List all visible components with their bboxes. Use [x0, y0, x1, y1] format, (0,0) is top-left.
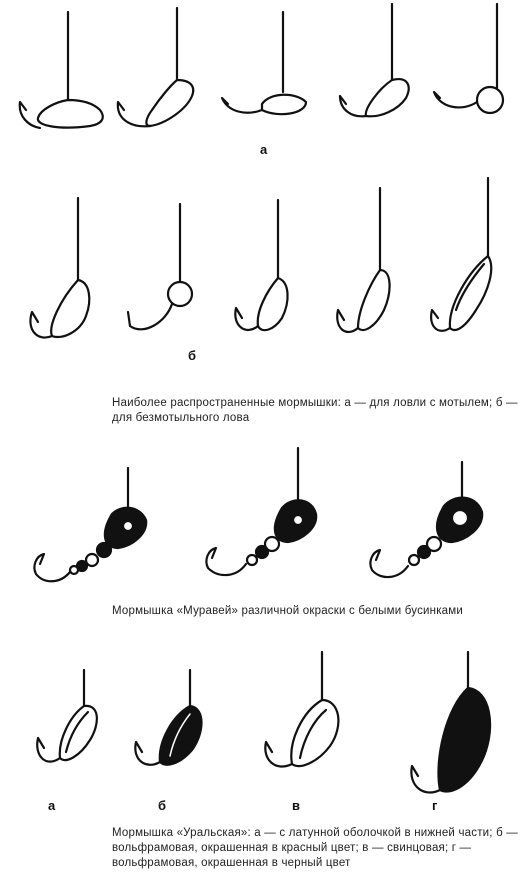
lure-row2-3	[235, 200, 287, 330]
lure-row2-2	[128, 204, 192, 329]
row2-label: б	[188, 348, 197, 363]
lure-row1-3	[222, 12, 306, 114]
caption-ural-lure: Мормышка «Уральская»: а — с латунной оболочкой в нижней части; б — вольфрамовая, окрашенная в красный цвет; в — свинцовая; г — вольфрамовая, окрашенная в черный цвет	[112, 827, 518, 869]
ural-lure-a	[37, 670, 97, 762]
lure-row1-4	[340, 4, 409, 116]
row4-label-g: г	[432, 798, 438, 813]
row1-label: а	[260, 142, 268, 157]
ant-lure-2	[206, 448, 316, 575]
lure-row1-5	[434, 4, 503, 113]
ant-lure-3	[370, 462, 482, 577]
ant-lure-1	[34, 468, 146, 581]
lure-row1-2	[118, 8, 193, 126]
lure-row2-4	[337, 188, 389, 332]
ural-lure-g	[411, 652, 490, 793]
ural-lure-v	[265, 652, 338, 767]
ural-lure-b	[135, 670, 201, 765]
caption-ant-lure: Мормышка «Муравей» различной окраски с белыми бусинками	[112, 605, 464, 617]
caption-common-lures: Наиболее распространенные мормышки: а — для ловли с мотылем; б — для безмотыльного лова	[112, 397, 518, 424]
lure-row2-1	[30, 198, 89, 338]
lure-row1-1	[20, 12, 103, 128]
row4-label-v: в	[292, 798, 300, 813]
row4-label-a: а	[48, 798, 56, 813]
lure-row2-5	[431, 178, 491, 331]
row4-label-b: б	[158, 798, 167, 813]
